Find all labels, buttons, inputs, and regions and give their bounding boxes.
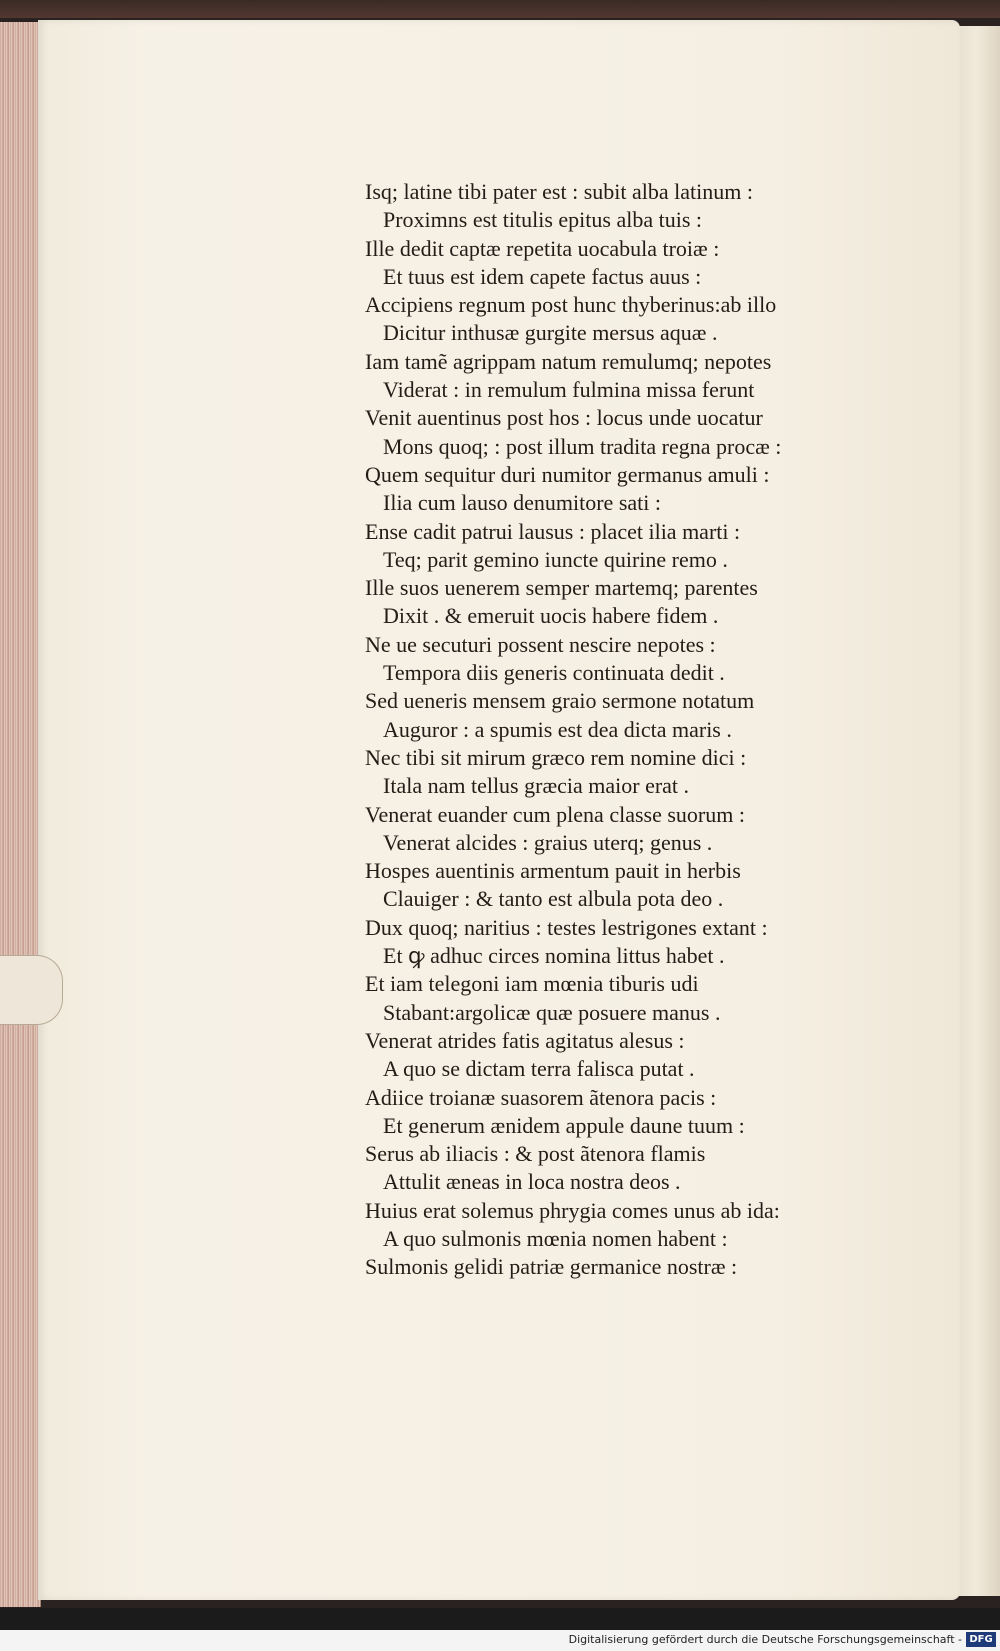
verse-line: Venerat euander cum plena classe suorum :: [365, 801, 745, 827]
verse-line: Viderat : in remulum fulmina missa ferunt: [383, 377, 755, 403]
verse-line: Isq; latine tibi pater est : subit alba latinum :: [365, 179, 753, 204]
page-stack-left: [0, 22, 41, 1607]
verse-line: Ense cadit patrui lausus : placet ilia marti :: [365, 518, 741, 544]
verse-line: Venerat atrides fatis agitatus alesus :: [365, 1027, 685, 1053]
verse-line: Et tuus est idem capete factus auus :: [383, 263, 702, 289]
verse-line: Clauiger : & tanto est albula pota deo .: [383, 886, 724, 912]
dfg-logo: DFG: [966, 1632, 996, 1647]
verse-line: Dicitur inthusæ gurgite mersus aquæ .: [383, 320, 718, 346]
verse-line: Ille suos uenerem semper martemq; parentes: [365, 575, 758, 601]
footer-bar: [0, 1630, 1000, 1651]
bookmark-tab: [0, 955, 63, 1025]
verse-line: Nec tibi sit mirum græco rem nomine dici :: [365, 744, 747, 770]
verse-line: A quo sulmonis mœnia nomen habent :: [383, 1225, 728, 1251]
verse-line: Serus ab iliacis : & post ãtenora flamis: [365, 1141, 706, 1167]
verse-line: Quem sequitur duri numitor germanus amuli :: [365, 461, 770, 487]
verse-line: Et ꝙ adhuc circes nomina littus habet .: [383, 943, 725, 969]
verse-line: Iam tamẽ agrippam natum remulumq; nepotes: [365, 348, 772, 374]
verse-line: Ilia cum lauso denumitore sati :: [383, 490, 661, 516]
verse-line: Stabant:argolicæ quæ posuere manus .: [383, 999, 721, 1025]
next-leaf: [958, 26, 1000, 1596]
verse-line: Attulit æneas in loca nostra deos .: [383, 1169, 681, 1195]
verse-line: Auguror : a spumis est dea dicta maris .: [383, 716, 732, 742]
verse-line: Venit auentinus post hos : locus unde uocatur: [365, 405, 763, 431]
verse-line: Sed ueneris mensem graio sermone notatum: [365, 688, 755, 714]
verse-line: A quo se dictam terra falisca putat .: [383, 1056, 695, 1082]
verse-line: Et iam telegoni iam mœnia tiburis udi: [365, 971, 699, 997]
verse-line: Itala nam tellus græcia maior erat .: [383, 773, 690, 799]
verse-line: Venerat alcides : graius uterq; genus .: [383, 829, 713, 855]
verse-line: Ne ue secuturi possent nescire nepotes :: [365, 631, 716, 657]
verse-line: Sulmonis gelidi patriæ germanice nostræ :: [365, 1254, 738, 1280]
verse-line: Dux quoq; naritius : testes lestrigones extant :: [365, 914, 768, 940]
funding-credit: Digitalisierung gefördert durch die Deutsche Forschungsgemeinschaft -: [568, 1633, 962, 1646]
verse-line: Dixit . & emeruit uocis habere fidem .: [383, 603, 719, 629]
verse-line: Proximns est titulis epitus alba tuis :: [383, 207, 702, 233]
verse-line: Mons quoq; : post illum tradita regna procæ :: [383, 433, 782, 459]
verse-line: Huius erat solemus phrygia comes unus ab ida:: [365, 1197, 780, 1223]
verse-line: Adiice troianæ suasorem ãtenora pacis :: [365, 1084, 717, 1110]
verse-line: Accipiens regnum post hunc thyberinus:ab illo: [365, 292, 777, 318]
verse-line: Tempora diis generis continuata dedit .: [383, 660, 725, 686]
verse-line: Teq; parit gemino iuncte quirine remo .: [383, 546, 728, 572]
verse-line: Hospes auentinis armentum pauit in herbis: [365, 858, 741, 884]
verse-line: Ille dedit captæ repetita uocabula troiæ :: [365, 235, 720, 261]
verse-line: Et generum ænidem appule daune tuum :: [383, 1112, 745, 1138]
verse-text-block: [365, 178, 875, 1282]
